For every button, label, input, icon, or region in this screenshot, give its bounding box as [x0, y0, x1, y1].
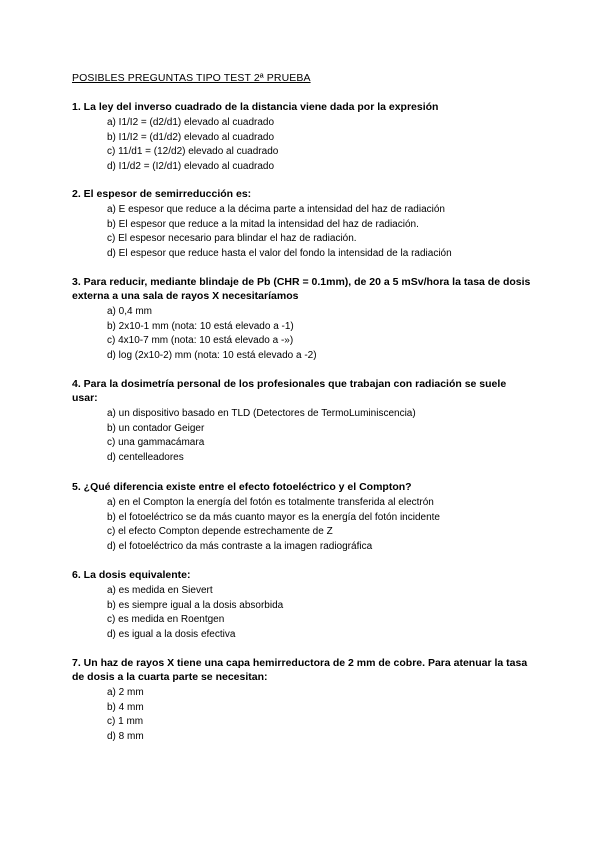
option-a: a) un dispositivo basado en TLD (Detectores de TermoLuminiscencia) — [107, 408, 416, 419]
option-a: a) E espesor que reduce a la décima parte a intensidad del haz de radiación — [107, 204, 445, 215]
option-b: b) 2x10-1 mm (nota: 10 está elevado a -1) — [107, 320, 294, 332]
option-c: c) 4x10-7 mm (nota: 10 está elevado a -») — [107, 335, 294, 347]
option-d: d) log (2x10-2) mm (nota: 10 está elevado a -2) — [107, 349, 317, 361]
option-b: b) 4 mm — [107, 701, 144, 713]
question-4 — [72, 377, 532, 465]
option-d: d) I1/d2 = (I2/d1) elevado al cuadrado — [107, 160, 275, 172]
option-b: b) El espesor que reduce a la mitad la intensidad del haz de radiación. — [107, 218, 419, 230]
option-b: b) es siempre igual a la dosis absorbida — [107, 599, 284, 611]
option-c: c) el efecto Compton depende estrechamente de Z — [107, 526, 333, 538]
options-list — [72, 686, 532, 744]
question-text: 5. ¿Qué diferencia existe entre el efecto fotoeléctrico y el Compton? — [72, 481, 412, 493]
option-d: d) el fotoeléctrico da más contraste a la imagen radiográfica — [107, 540, 373, 552]
option-c: c) El espesor necesario para blindar el haz de radiación. — [107, 233, 357, 245]
option-c: c) 1 mm — [107, 716, 144, 728]
question-text: 7. Un haz de rayos X tiene una capa hemirreductora de 2 mm de cobre. Para atenuar la tasa de dosis a la cuarta parte se necesitan: — [72, 657, 528, 683]
question-text: 6. La dosis equivalente: — [72, 569, 191, 581]
option-a: a) 2 mm — [107, 687, 144, 698]
question-2 — [72, 187, 532, 261]
options-list — [72, 305, 532, 363]
option-a: a) I1/I2 = (d2/d1) elevado al cuadrado — [107, 117, 275, 128]
question-text: 2. El espesor de semirreducción es: — [72, 188, 252, 200]
options-list — [72, 496, 532, 554]
question-3 — [72, 275, 532, 363]
option-c: c) 11/d1 = (12/d2) elevado al cuadrado — [107, 146, 279, 158]
question-text: 3. Para reducir, mediante blindaje de Pb (CHR = 0.1mm), de 20 a 5 mSv/hora la tasa de dosis externa a una sala de rayos X necesitaríamos — [72, 276, 531, 302]
document-title: POSIBLES PREGUNTAS TIPO TEST 2ª PRUEBA — [72, 72, 311, 84]
options-list — [72, 203, 532, 261]
question-7 — [72, 656, 532, 744]
question-1 — [72, 100, 532, 174]
options-list — [72, 584, 532, 642]
option-c: c) una gammacámara — [107, 437, 205, 449]
options-list — [72, 407, 532, 465]
options-list — [72, 116, 532, 174]
option-b: b) un contador Geiger — [107, 422, 205, 434]
option-d: d) 8 mm — [107, 730, 144, 742]
option-a: a) en el Compton la energía del fotón es totalmente transferida al electrón — [107, 497, 434, 508]
option-d: d) El espesor que reduce hasta el valor del fondo la intensidad de la radiación — [107, 247, 452, 259]
option-b: b) el fotoeléctrico se da más cuanto mayor es la energía del fotón incidente — [107, 511, 440, 523]
option-c: c) es medida en Roentgen — [107, 614, 225, 626]
option-a: a) 0,4 mm — [107, 306, 153, 317]
option-d: d) centelleadores — [107, 451, 184, 463]
question-text: 4. Para la dosimetría personal de los profesionales que trabajan con radiación se suele usar: — [72, 378, 507, 404]
option-a: a) es medida en Sievert — [107, 585, 213, 596]
option-b: b) I1/I2 = (d1/d2) elevado al cuadrado — [107, 131, 275, 143]
question-6 — [72, 568, 532, 642]
question-5 — [72, 480, 532, 554]
option-d: d) es igual a la dosis efectiva — [107, 628, 236, 640]
question-text: 1. La ley del inverso cuadrado de la distancia viene dada por la expresión — [72, 101, 439, 113]
